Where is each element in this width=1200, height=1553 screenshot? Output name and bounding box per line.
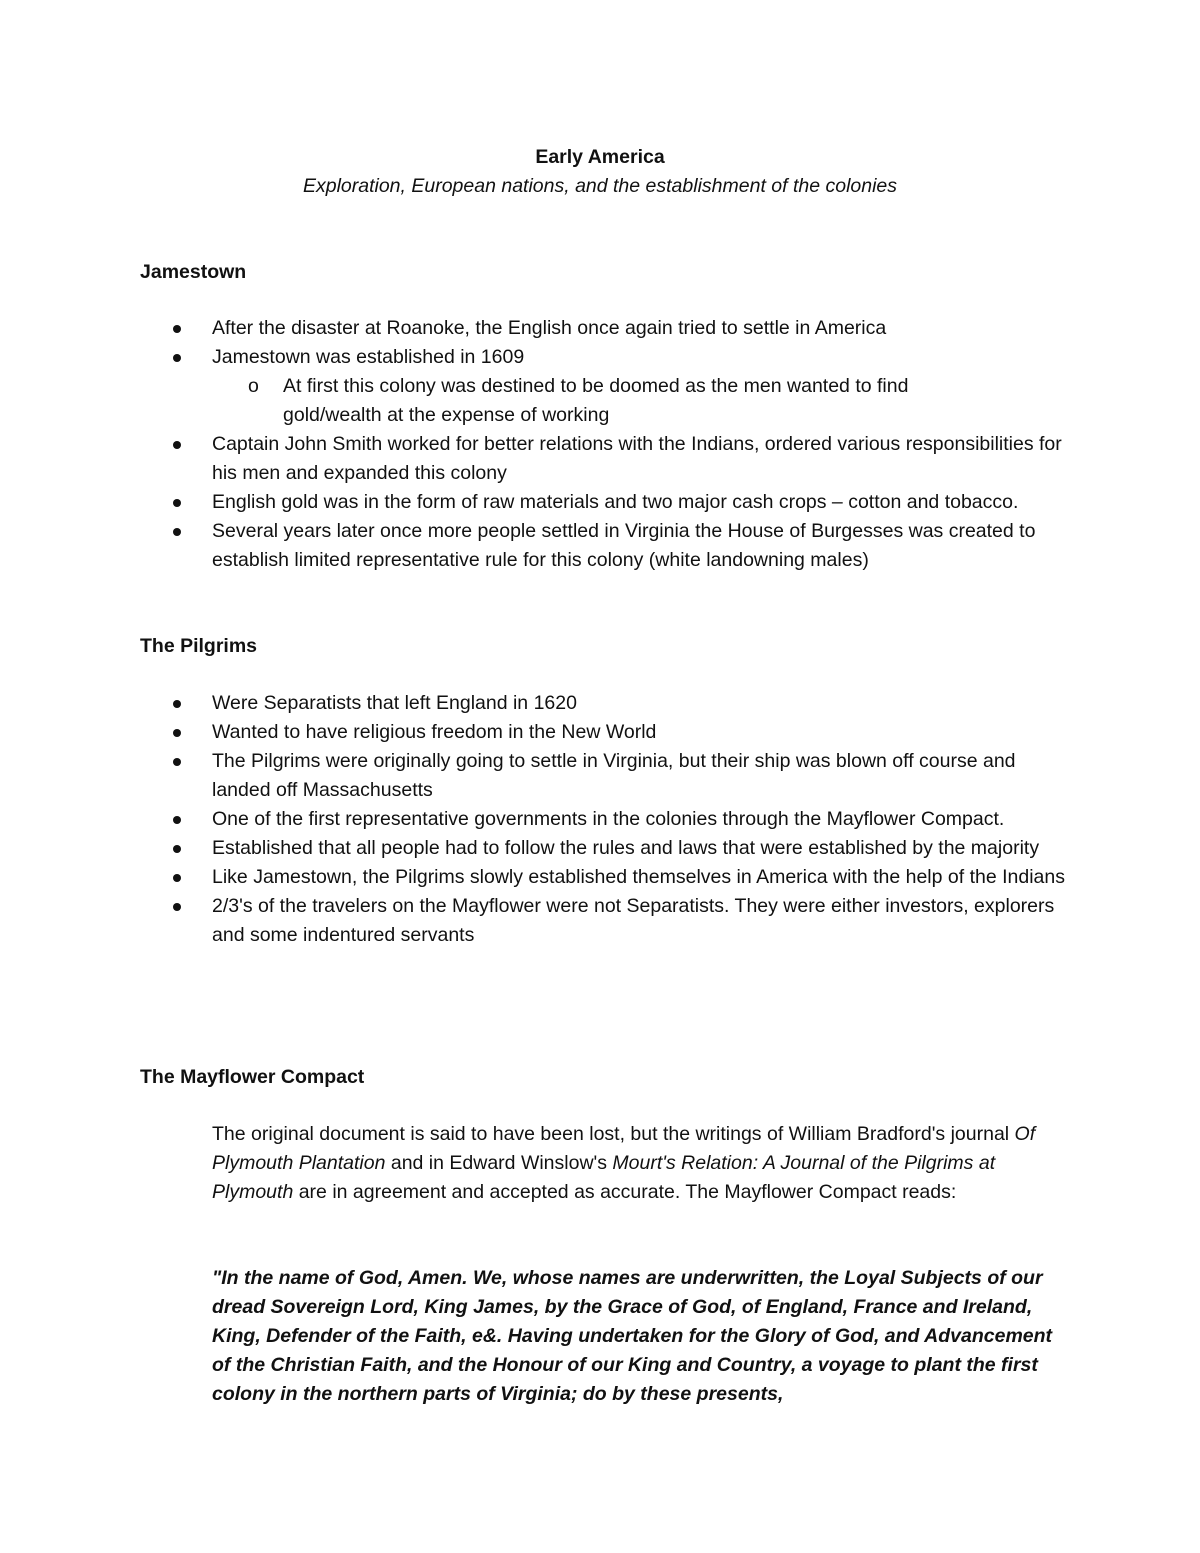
- document-subtitle: Exploration, European nations, and the establishment of the colonies: [302, 175, 898, 197]
- list-item-text: Like Jamestown, the Pilgrims slowly established themselves in America with the help of the Indians: [212, 866, 1065, 888]
- bullet-dot-icon: [173, 441, 181, 449]
- bullet-dot-icon: [173, 499, 181, 507]
- list-item: [0, 343, 1072, 430]
- bullet-dot-icon: [173, 845, 181, 853]
- document-title: Early America: [535, 146, 665, 168]
- sub-list-item: [0, 372, 1003, 430]
- compact-intro-paragraph: [212, 1120, 1062, 1207]
- bullet-circle-icon: o: [248, 375, 259, 397]
- list-item: [0, 314, 1072, 343]
- bullet-dot-icon: [173, 700, 181, 708]
- list-item: [0, 834, 1072, 863]
- section-heading-jamestown: Jamestown: [140, 261, 247, 283]
- list-item-text: One of the first representative governments in the colonies through the Mayflower Compact.: [212, 808, 1005, 830]
- list-item: [0, 805, 1072, 834]
- bullet-dot-icon: [173, 729, 181, 737]
- list-item: [0, 718, 1072, 747]
- list-item: [0, 689, 1072, 718]
- list-item-text: The Pilgrims were originally going to settle in Virginia, but their ship was blown off course and landed off Massachusetts: [212, 750, 1016, 801]
- list-item-text: After the disaster at Roanoke, the English once again tried to settle in America: [212, 317, 887, 339]
- section-heading-mayflower-compact: The Mayflower Compact: [140, 1066, 365, 1088]
- bullet-dot-icon: [173, 758, 181, 766]
- list-item-text: Established that all people had to follow the rules and laws that were established by the majority: [212, 837, 1040, 859]
- list-item: [0, 430, 1072, 488]
- list-item-text: Captain John Smith worked for better relations with the Indians, ordered various responsibilities for his men and expanded this colony: [212, 433, 1062, 484]
- list-item: [0, 863, 1072, 892]
- bullet-dot-icon: [173, 903, 181, 911]
- list-item-text: English gold was in the form of raw materials and two major cash crops – cotton and tobacco.: [212, 491, 1019, 513]
- bullet-dot-icon: [173, 528, 181, 536]
- intro-text: and in Edward Winslow's: [385, 1152, 613, 1174]
- pilgrims-bullet-list: [0, 689, 1200, 950]
- section-heading-pilgrims: The Pilgrims: [140, 635, 258, 657]
- jamestown-bullet-list: [0, 314, 1200, 575]
- intro-text: The original document is said to have been lost, but the writings of William Bradford's journal: [212, 1123, 1015, 1145]
- bullet-dot-icon: [173, 816, 181, 824]
- sub-list-item-text: At first this colony was destined to be doomed as the men wanted to find gold/wealth at the expense of working: [283, 375, 909, 426]
- bullet-dot-icon: [173, 325, 181, 333]
- list-item: [0, 517, 1072, 575]
- book-title: Mourt's Relation: A Journal of the Pilgrims at Plymouth: [212, 1152, 996, 1203]
- jamestown-sub-list: [212, 372, 1072, 430]
- book-title: Of Plymouth Plantation: [212, 1123, 1036, 1174]
- list-item-text: Several years later once more people settled in Virginia the House of Burgesses was created to establish limited representative rule for this colony (white landowning males): [212, 520, 1036, 571]
- list-item-text: 2/3's of the travelers on the Mayflower were not Separatists. They were either investors, explorers and some indentured servants: [212, 895, 1055, 946]
- list-item-text: Jamestown was established in 1609: [212, 346, 525, 368]
- intro-text: are in agreement and accepted as accurate. The Mayflower Compact reads:: [293, 1181, 957, 1203]
- compact-quote: "In the name of God, Amen. We, whose names are underwritten, the Loyal Subjects of our dread Sovereign Lord, King James, by the Grace of God, of England, France and Ireland, King, Defender of the Faith, e&. Having undertaken for the Glory of God, and Advancement of the Christian Faith, and the Honour of our King and Country, a voyage to plant the first colony in the northern parts of Virginia; do by these presents,: [212, 1267, 1053, 1405]
- list-item-text: Were Separatists that left England in 1620: [212, 692, 577, 714]
- list-item: [0, 892, 1072, 950]
- list-item: [0, 488, 1072, 517]
- bullet-dot-icon: [173, 874, 181, 882]
- list-item-text: Wanted to have religious freedom in the New World: [212, 721, 657, 743]
- list-item: [0, 747, 1072, 805]
- bullet-dot-icon: [173, 354, 181, 362]
